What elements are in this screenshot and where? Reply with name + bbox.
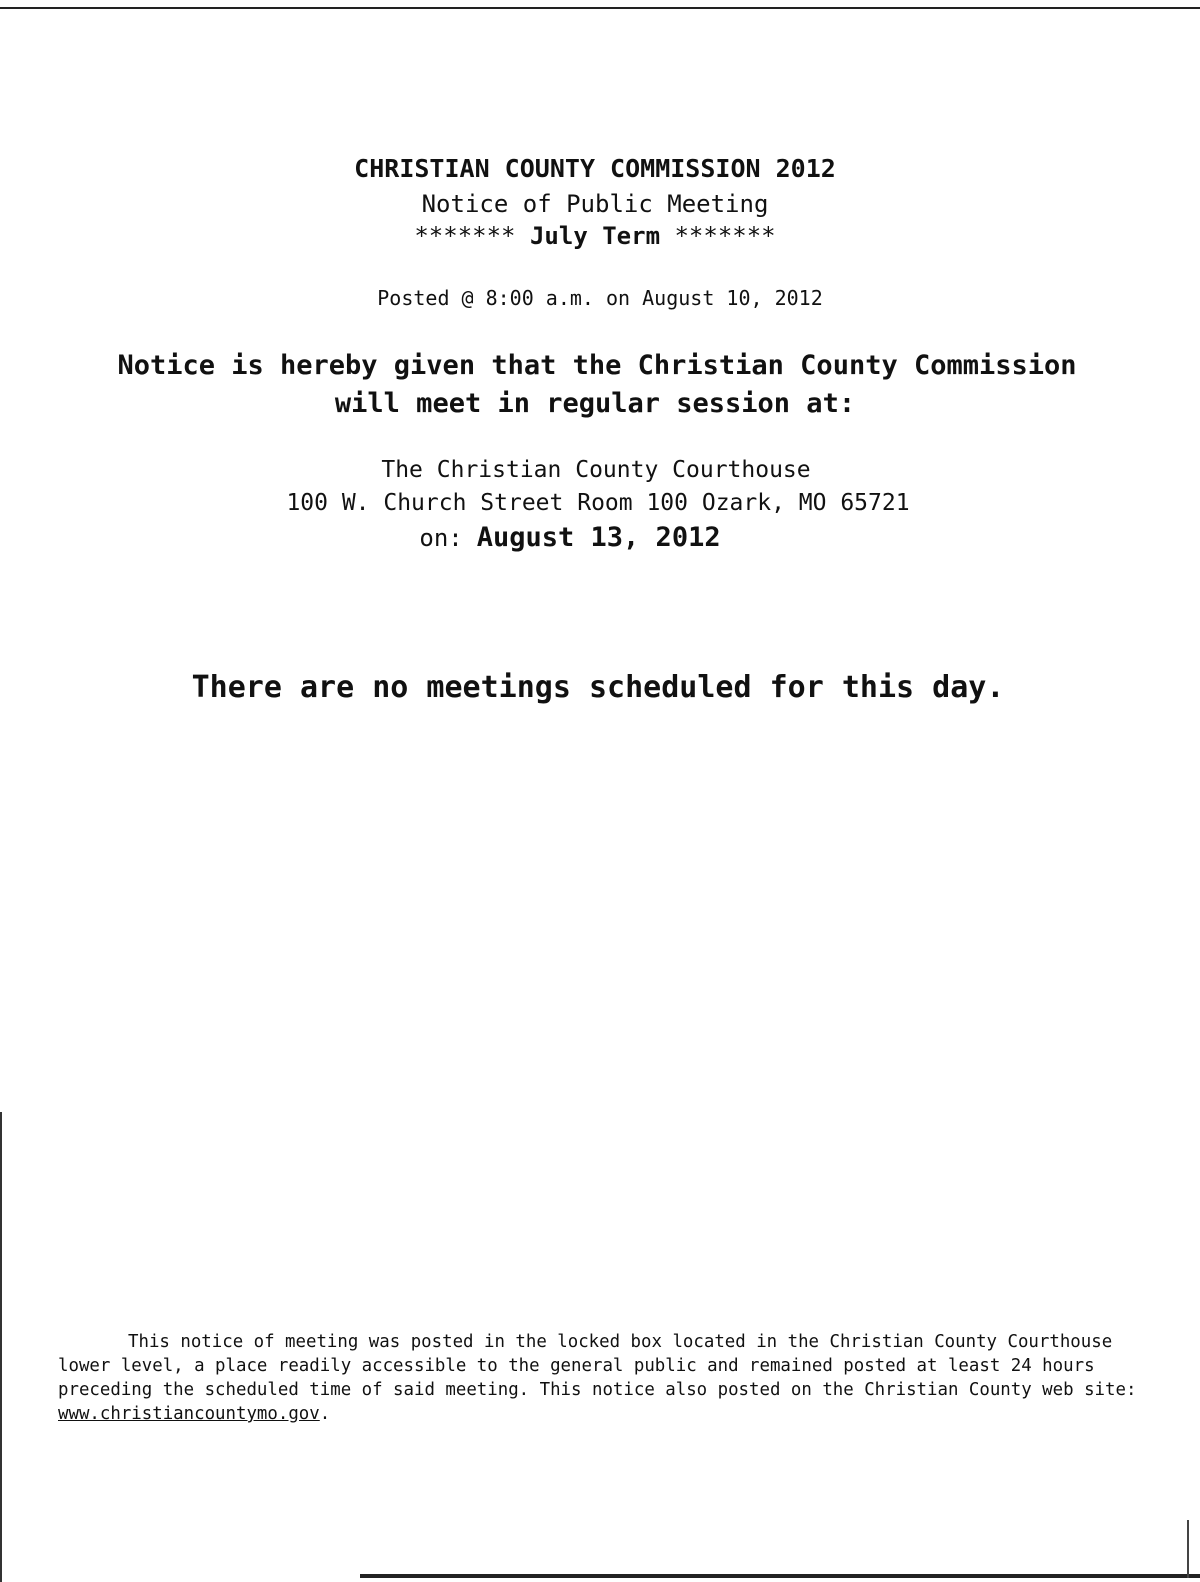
scan-edge-right [1187, 1520, 1189, 1578]
meeting-venue: The Christian County Courthouse [381, 457, 811, 483]
meeting-date-prefix: on: [419, 524, 463, 552]
meeting-address: 100 W. Church Street Room 100 Ozark, MO 65721 [286, 490, 910, 516]
posted-timestamp: Posted @ 8:00 a.m. on August 10, 2012 [377, 286, 823, 310]
document-title: CHRISTIAN COUNTY COMMISSION 2012 [354, 154, 836, 183]
document-subtitle: Notice of Public Meeting [421, 190, 769, 218]
posting-certification-text: This notice of meeting was posted in the locked box located in the Christian County Courthouse lower level, a place readily accessible to the general public and remained posted at least 24 hours preceding the scheduled time of said meeting. This notice also posted on the Christian County web site: [58, 1332, 1137, 1400]
county-website-link[interactable]: www.christiancountymo.gov [58, 1404, 320, 1424]
notice-statement-line-1: Notice is hereby given that the Christian County Commission [117, 350, 1077, 381]
scan-edge-left [0, 1112, 2, 1582]
posting-certification-end: . [319, 1404, 331, 1424]
term-line [0, 222, 1195, 250]
meeting-date: August 13, 2012 [476, 522, 721, 553]
term-stars-right: ******* [674, 222, 776, 250]
scan-edge-bottom [360, 1574, 1200, 1578]
meeting-date-line [0, 522, 1170, 553]
notice-statement-line-2: will meet in regular session at: [334, 388, 856, 419]
no-meetings-message: There are no meetings scheduled for this day. [191, 670, 1005, 705]
scan-edge-top [0, 7, 1200, 9]
term-name: July Term [529, 222, 661, 250]
posting-certification [58, 1330, 1143, 1426]
term-stars-left: ******* [414, 222, 516, 250]
